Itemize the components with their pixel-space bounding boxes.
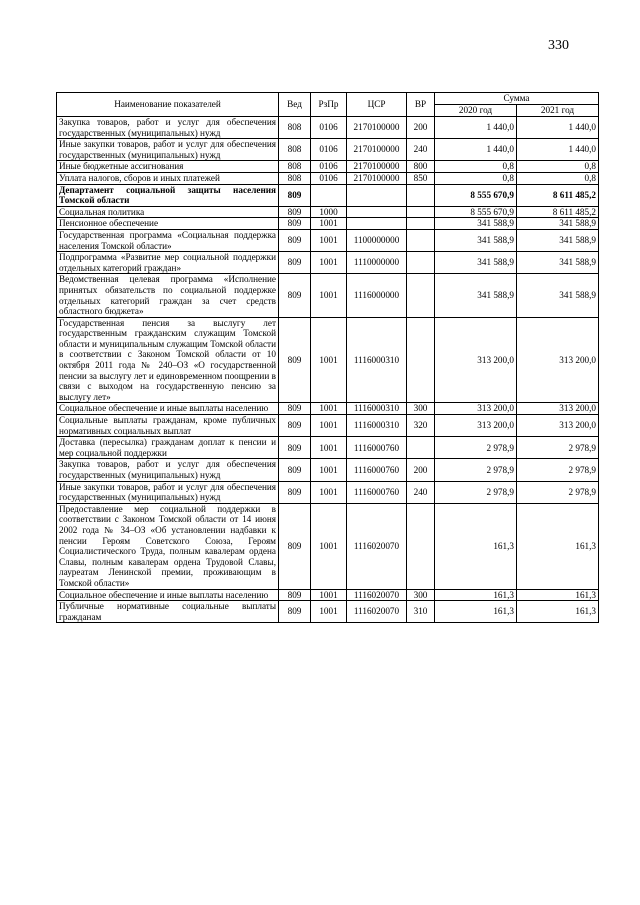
- row-sum-2020: 2 978,9: [435, 481, 517, 503]
- row-ved: 809: [279, 184, 311, 206]
- row-ved: 809: [279, 503, 311, 589]
- row-rzpr: 1001: [311, 403, 347, 415]
- row-name: Подпрограмма «Развитие мер социальной поддержки отдельных категорий граждан»: [57, 252, 279, 274]
- row-rzpr: 0106: [311, 172, 347, 184]
- row-ved: 808: [279, 161, 311, 173]
- table-row: [57, 459, 599, 481]
- table-row: [57, 317, 599, 403]
- row-sum-2020: 8 555 670,9: [435, 206, 517, 218]
- row-name: Ведомственная целевая программа «Исполнение принятых обязательств по социальной поддержке отдельных категорий граждан за счет средств областного бюджета»: [57, 274, 279, 317]
- row-rzpr: 1001: [311, 229, 347, 251]
- row-csr: [347, 218, 407, 230]
- row-csr: 1116020070: [347, 503, 407, 589]
- header-csr: ЦСР: [347, 93, 407, 117]
- header-sum: Сумма: [435, 93, 599, 105]
- table-row: [57, 184, 599, 206]
- table-row: [57, 218, 599, 230]
- row-name: Предоставление мер социальной поддержки в соответствии с Законом Томской области от 14 июня 2002 года № 34–ОЗ «Об установлении надбавки к пенсии Героям Советского Союза, Героям Социалистического Труда, полным кавалерам ордена Славы, полным кавалерам ордена Трудовой Славы, лауреатам Ленинской премии, проживающим в Томской области»: [57, 503, 279, 589]
- row-csr: 2170100000: [347, 117, 407, 139]
- row-name: Государственная программа «Социальная поддержка населения Томской области»: [57, 229, 279, 251]
- row-vr: 200: [407, 117, 435, 139]
- row-name: Социальная политика: [57, 206, 279, 218]
- row-sum-2021: 2 978,9: [517, 437, 599, 459]
- row-sum-2021: 0,8: [517, 161, 599, 173]
- header-name: Наименование показателей: [57, 93, 279, 117]
- row-sum-2021: 161,3: [517, 503, 599, 589]
- row-sum-2021: 1 440,0: [517, 139, 599, 161]
- row-sum-2020: 341 588,9: [435, 252, 517, 274]
- header-year-2021: 2021 год: [517, 105, 599, 117]
- row-csr: [347, 184, 407, 206]
- row-sum-2021: 341 588,9: [517, 274, 599, 317]
- row-ved: 809: [279, 415, 311, 437]
- row-name: Иные бюджетные ассигнования: [57, 161, 279, 173]
- row-sum-2020: 313 200,0: [435, 415, 517, 437]
- row-ved: 808: [279, 172, 311, 184]
- row-ved: 809: [279, 437, 311, 459]
- table-row: [57, 589, 599, 601]
- row-sum-2020: 8 555 670,9: [435, 184, 517, 206]
- table-row: [57, 437, 599, 459]
- row-vr: [407, 437, 435, 459]
- row-rzpr: 1001: [311, 317, 347, 403]
- row-vr: 300: [407, 403, 435, 415]
- row-rzpr: 1000: [311, 206, 347, 218]
- row-name: Иные закупки товаров, работ и услуг для обеспечения государственных (муниципальных) нужд: [57, 481, 279, 503]
- row-csr: 1100000000: [347, 229, 407, 251]
- row-sum-2020: 1 440,0: [435, 117, 517, 139]
- row-vr: 850: [407, 172, 435, 184]
- page-number: 330: [548, 38, 569, 53]
- row-sum-2021: 2 978,9: [517, 481, 599, 503]
- row-vr: [407, 252, 435, 274]
- table-row: [57, 117, 599, 139]
- row-name: Публичные нормативные социальные выплаты гражданам: [57, 601, 279, 623]
- table-row: [57, 403, 599, 415]
- row-sum-2020: 0,8: [435, 172, 517, 184]
- row-vr: [407, 274, 435, 317]
- row-sum-2021: 313 200,0: [517, 415, 599, 437]
- row-csr: [347, 206, 407, 218]
- table-row: [57, 252, 599, 274]
- row-name: Социальные выплаты гражданам, кроме публичных нормативных социальных выплат: [57, 415, 279, 437]
- row-ved: 809: [279, 403, 311, 415]
- row-rzpr: 1001: [311, 437, 347, 459]
- row-name: Департамент социальной защиты населения Томской области: [57, 184, 279, 206]
- row-sum-2021: 8 611 485,2: [517, 206, 599, 218]
- row-sum-2021: 341 588,9: [517, 229, 599, 251]
- header-ved: Вед: [279, 93, 311, 117]
- table-row: [57, 274, 599, 317]
- row-vr: 310: [407, 601, 435, 623]
- row-name: Закупка товаров, работ и услуг для обеспечения государственных (муниципальных) нужд: [57, 459, 279, 481]
- row-rzpr: 1001: [311, 503, 347, 589]
- row-name: Социальное обеспечение и иные выплаты населению: [57, 403, 279, 415]
- row-sum-2020: 2 978,9: [435, 459, 517, 481]
- row-ved: 809: [279, 459, 311, 481]
- row-vr: [407, 317, 435, 403]
- header-rzpr: РзПр: [311, 93, 347, 117]
- row-rzpr: 0106: [311, 161, 347, 173]
- row-csr: 1116000760: [347, 437, 407, 459]
- row-csr: 1116000310: [347, 317, 407, 403]
- budget-table: [56, 92, 599, 623]
- row-vr: [407, 206, 435, 218]
- row-vr: 240: [407, 139, 435, 161]
- row-sum-2020: 161,3: [435, 601, 517, 623]
- row-sum-2020: 341 588,9: [435, 218, 517, 230]
- row-ved: 808: [279, 139, 311, 161]
- row-vr: 200: [407, 459, 435, 481]
- row-sum-2021: 2 978,9: [517, 459, 599, 481]
- row-vr: [407, 218, 435, 230]
- row-name: Уплата налогов, сборов и иных платежей: [57, 172, 279, 184]
- header-year-2020: 2020 год: [435, 105, 517, 117]
- row-sum-2021: 341 588,9: [517, 252, 599, 274]
- header-vr: ВР: [407, 93, 435, 117]
- row-ved: 809: [279, 206, 311, 218]
- row-sum-2021: 313 200,0: [517, 403, 599, 415]
- row-rzpr: 1001: [311, 218, 347, 230]
- row-vr: [407, 229, 435, 251]
- row-rzpr: [311, 184, 347, 206]
- row-csr: 1116000310: [347, 403, 407, 415]
- row-rzpr: 0106: [311, 139, 347, 161]
- row-ved: 809: [279, 229, 311, 251]
- row-sum-2020: 313 200,0: [435, 403, 517, 415]
- row-ved: 809: [279, 274, 311, 317]
- row-sum-2020: 161,3: [435, 503, 517, 589]
- row-ved: 809: [279, 481, 311, 503]
- row-sum-2021: 161,3: [517, 589, 599, 601]
- row-sum-2020: 161,3: [435, 589, 517, 601]
- table-row: [57, 172, 599, 184]
- row-vr: 320: [407, 415, 435, 437]
- row-name: Закупка товаров, работ и услуг для обеспечения государственных (муниципальных) нужд: [57, 117, 279, 139]
- row-csr: 1110000000: [347, 252, 407, 274]
- table-row: [57, 229, 599, 251]
- row-vr: [407, 503, 435, 589]
- row-sum-2020: 341 588,9: [435, 274, 517, 317]
- row-csr: 2170100000: [347, 172, 407, 184]
- row-name: Пенсионное обеспечение: [57, 218, 279, 230]
- row-ved: 809: [279, 601, 311, 623]
- row-name: Государственная пенсия за выслугу лет государственным гражданским служащим Томской области и муниципальным служащим Томской области в соответствии с Законом Томской области от 10 октября 2011 года № 240–ОЗ «О государственной пенсии за выслугу лет и единовременном поощрении в связи с выходом на государственную пенсию за выслугу лет»: [57, 317, 279, 403]
- row-csr: 1116000760: [347, 459, 407, 481]
- row-csr: 1116020070: [347, 601, 407, 623]
- row-sum-2021: 313 200,0: [517, 317, 599, 403]
- row-csr: 2170100000: [347, 139, 407, 161]
- row-sum-2020: 2 978,9: [435, 437, 517, 459]
- row-vr: 800: [407, 161, 435, 173]
- row-name: Доставка (пересылка) гражданам доплат к пенсии и мер социальной поддержки: [57, 437, 279, 459]
- row-rzpr: 1001: [311, 601, 347, 623]
- table-body: [57, 117, 599, 623]
- table-row: [57, 415, 599, 437]
- row-sum-2021: 341 588,9: [517, 218, 599, 230]
- row-csr: 2170100000: [347, 161, 407, 173]
- row-sum-2020: 341 588,9: [435, 229, 517, 251]
- row-sum-2021: 161,3: [517, 601, 599, 623]
- row-sum-2021: 8 611 485,2: [517, 184, 599, 206]
- row-vr: [407, 184, 435, 206]
- row-rzpr: 1001: [311, 274, 347, 317]
- row-csr: 1116000760: [347, 481, 407, 503]
- row-rzpr: 1001: [311, 252, 347, 274]
- row-csr: 1116000000: [347, 274, 407, 317]
- row-ved: 809: [279, 218, 311, 230]
- row-rzpr: 1001: [311, 481, 347, 503]
- row-rzpr: 1001: [311, 589, 347, 601]
- row-sum-2020: 1 440,0: [435, 139, 517, 161]
- row-sum-2020: 0,8: [435, 161, 517, 173]
- row-ved: 809: [279, 317, 311, 403]
- table-row: [57, 503, 599, 589]
- row-rzpr: 1001: [311, 459, 347, 481]
- row-name: Иные закупки товаров, работ и услуг для обеспечения государственных (муниципальных) нужд: [57, 139, 279, 161]
- row-csr: 1116000310: [347, 415, 407, 437]
- table-row: [57, 161, 599, 173]
- row-name: Социальное обеспечение и иные выплаты населению: [57, 589, 279, 601]
- row-rzpr: 1001: [311, 415, 347, 437]
- table-row: [57, 481, 599, 503]
- table-row: [57, 206, 599, 218]
- row-sum-2021: 0,8: [517, 172, 599, 184]
- row-ved: 808: [279, 117, 311, 139]
- row-rzpr: 0106: [311, 117, 347, 139]
- row-ved: 809: [279, 252, 311, 274]
- row-sum-2020: 313 200,0: [435, 317, 517, 403]
- row-csr: 1116020070: [347, 589, 407, 601]
- table-header: [57, 93, 599, 117]
- row-vr: 300: [407, 589, 435, 601]
- table-row: [57, 601, 599, 623]
- row-ved: 809: [279, 589, 311, 601]
- table-row: [57, 139, 599, 161]
- row-sum-2021: 1 440,0: [517, 117, 599, 139]
- row-vr: 240: [407, 481, 435, 503]
